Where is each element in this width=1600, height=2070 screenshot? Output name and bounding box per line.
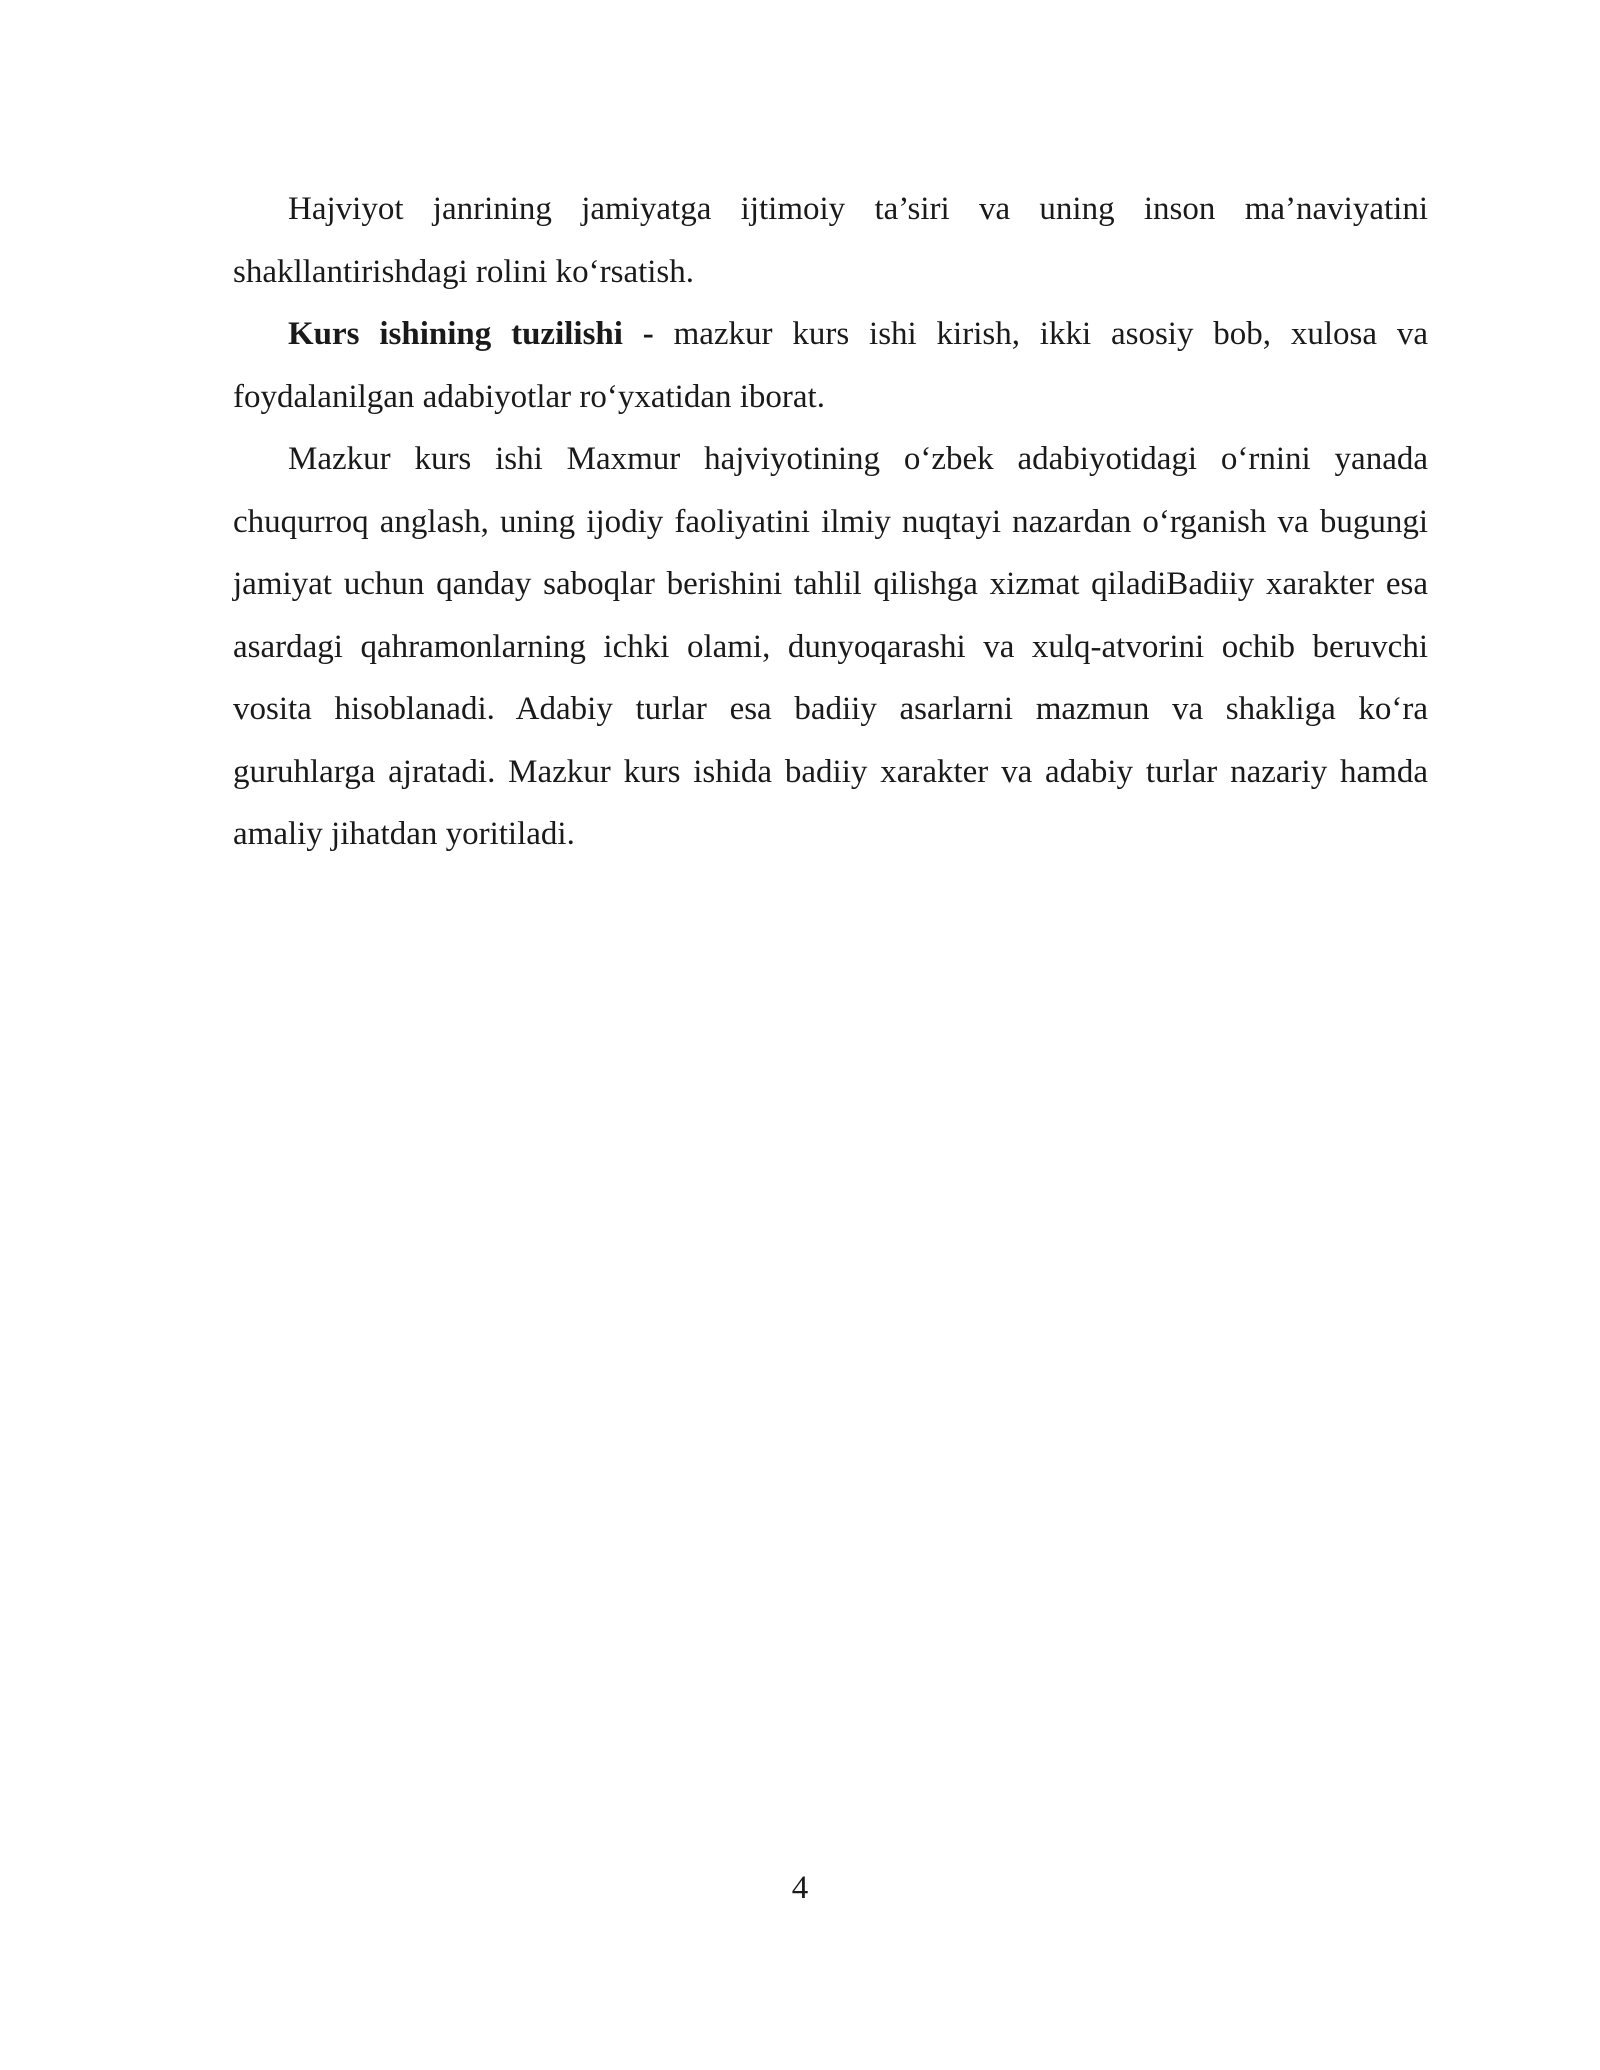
- paragraph-structure: [233, 303, 1428, 428]
- page-number: 4: [791, 1870, 809, 1906]
- body-text: [233, 178, 1428, 866]
- paragraph-summary-text: Mazkur kurs ishi Maxmur hajviyotining o‘zbek adabiyotidagi o‘rnini yanada chuqurroq anglash, uning ijodiy faoliyatini ilmiy nuqtayi nazardan o‘rganish va bugungi jamiyat uchun qanday saboqlar berishini tahlil qilishga xizmat qiladiBadiiy xarakter esa asardagi qahramonlarning ichki olami, dunyoqarashi va xulq-atvorini ochib beruvchi vosita hisoblanadi. Adabiy turlar esa badiiy asarlarni mazmun va shakliga ko‘ra guruhlarga ajratadi. Mazkur kurs ishida badiiy xarakter va adabiy turlar nazariy hamda amaliy jihatdan yoritiladi.: [233, 441, 1428, 852]
- paragraph-structure-heading: Kurs ishining tuzilishi -: [288, 316, 654, 352]
- paragraph-structure-text: mazkur kurs ishi kirish, ikki asosiy bob, xulosa va foydalanilgan adabiyotlar ro‘yxatidan iborat.: [233, 316, 1429, 415]
- paragraph-goal-text: Hajviyot janrining jamiyatga ijtimoiy ta’siri va uning inson ma’naviyatini shakllantirishdagi rolini ko‘rsatish.: [233, 191, 1428, 290]
- paragraph-goal: [233, 178, 1428, 303]
- paragraph-summary: [233, 428, 1428, 866]
